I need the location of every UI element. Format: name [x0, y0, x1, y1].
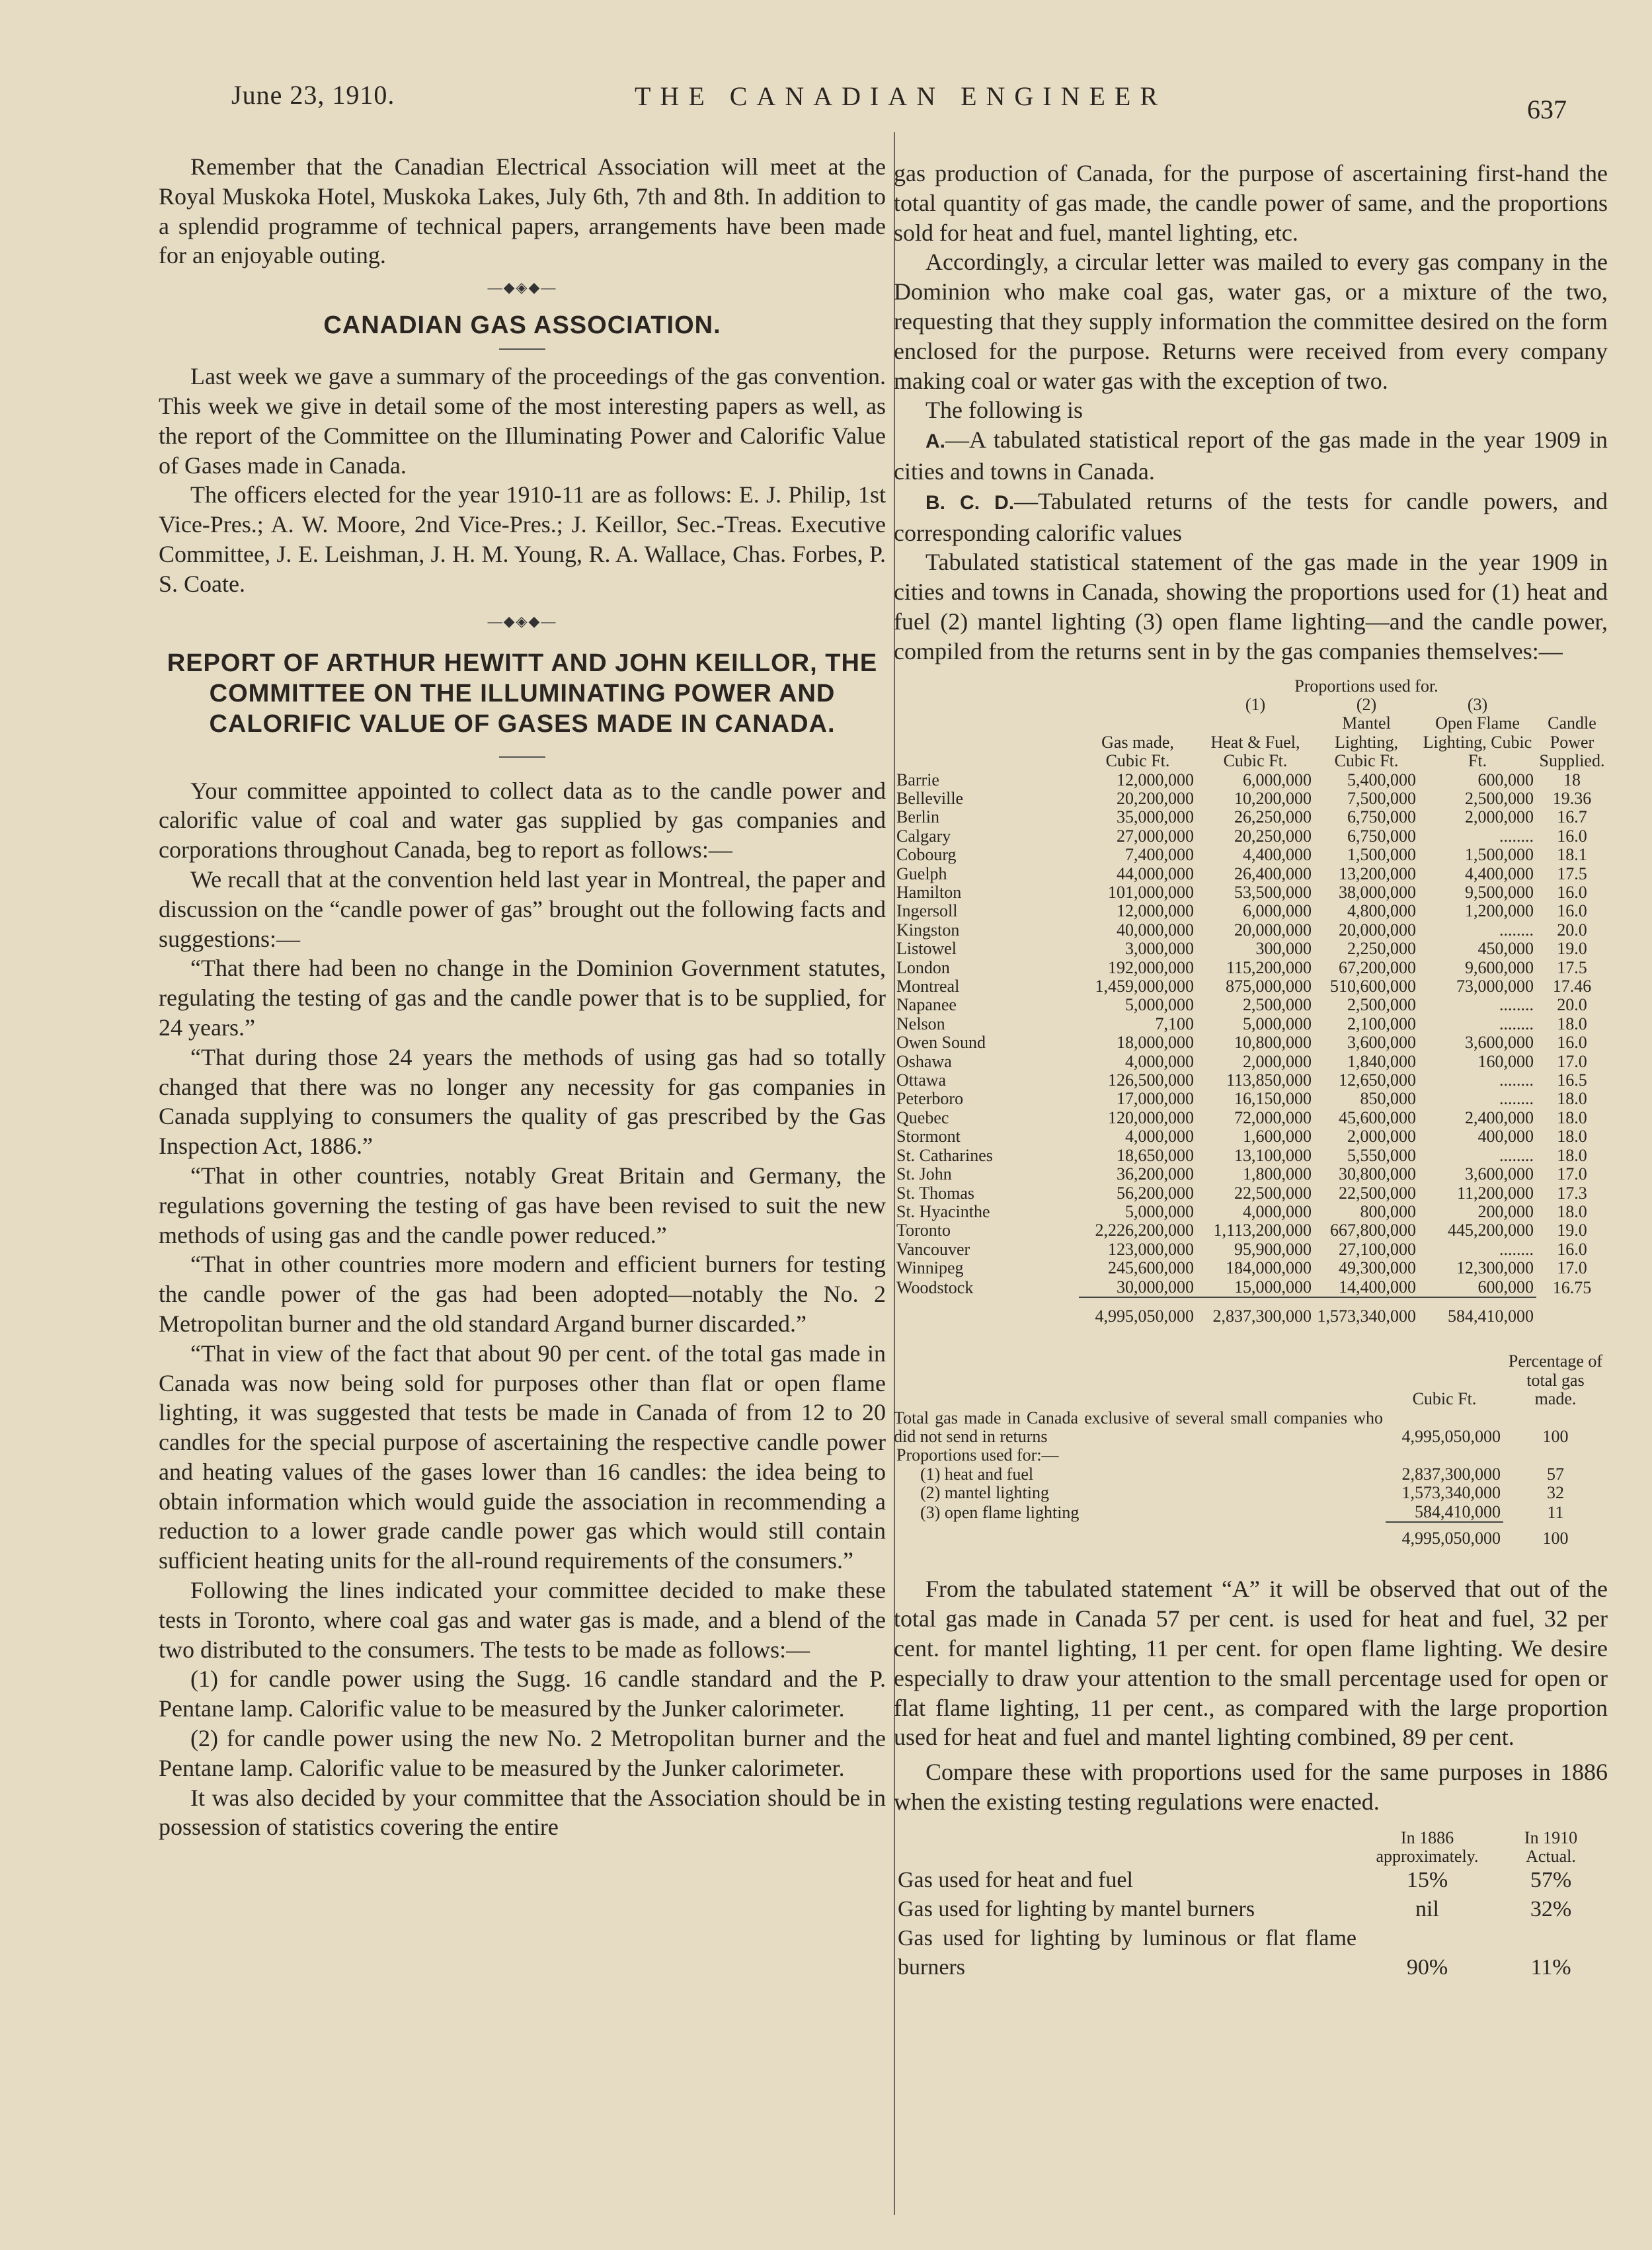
table-row [894, 789, 1608, 808]
summary-item-cf: 584,410,000 [1415, 1502, 1501, 1521]
value-1910: 11% [1530, 1954, 1571, 1980]
city-name: Berlin [896, 807, 939, 827]
mantel-value: 20,000,000 [1339, 920, 1416, 940]
candle-power-value: 19.0 [1557, 939, 1587, 959]
open-flame-value: ........ [1499, 995, 1534, 1015]
summary-item-row [894, 1465, 1608, 1484]
total-gas-made: 4,995,050,000 [1079, 1297, 1197, 1326]
summary-proportions-label: Proportions used for:— [896, 1445, 1059, 1465]
gas-made-value: 245,600,000 [1108, 1258, 1194, 1278]
candle-power-value: 18.1 [1557, 845, 1587, 865]
mantel-value: 67,200,000 [1339, 957, 1416, 977]
city-name: Montreal [896, 977, 960, 996]
summary-item-label: (1) heat and fuel [920, 1464, 1034, 1484]
mantel-col-number: (2) [1356, 694, 1377, 714]
mantel-value: 667,800,000 [1330, 1221, 1416, 1240]
heat-fuel-value: 13,100,000 [1234, 1145, 1312, 1165]
summary-grand-row [894, 1522, 1608, 1548]
heat-fuel-value: 22,500,000 [1234, 1183, 1312, 1203]
report-paragraph-1: Your committee appointed to collect data as to the candle power and calorific value of coal and water gas supplied by gas companies and corporations throughout Canada, beg to report as follows:— [159, 777, 886, 864]
mantel-header: Mantel Lighting, Cubic Ft. [1334, 713, 1399, 771]
city-name: Ottawa [896, 1070, 947, 1090]
open-flame-value: 400,000 [1477, 1127, 1534, 1146]
heat-fuel-value: 4,000,000 [1243, 1201, 1312, 1221]
heat-fuel-value: 184,000,000 [1226, 1258, 1312, 1278]
quote-paragraph-5: “That in view of the fact that about 90 per cent. of the total gas made in Canada was now being sold for purposes other than flat or open flame lighting, it was suggested that tests be made in Canada of from 12 to 20 candles for the special purpose of ascertaining the respective candle power and heating values of the gases lower than 16 candles: the idea being to obtain information which would guide the association in recommending a reduction to a lower grade candle power gas which would still contain sufficient heating units for the all-round requirements of the consumers.” [159, 1340, 886, 1574]
table-row [894, 1221, 1608, 1240]
summary-grand-pct: 100 [1542, 1529, 1569, 1548]
item-bcd [894, 487, 1608, 548]
gas-paragraph-2: The officers elected for the year 1910-11 are as follows: E. J. Philip, 1st Vice-Pres.; A. W. Moore, 2nd Vice-Pres.; J. Keillor, Sec.-Treas. Executive Committee, J. E. Leishman, J. H. M. Young, R. A. Wallace, Chas. Forbes, P. S. Coate. [159, 481, 886, 597]
value-1910: 32% [1530, 1896, 1572, 1921]
candle-power-value: 18.0 [1557, 1089, 1587, 1109]
mantel-value: 14,400,000 [1339, 1277, 1416, 1297]
quote-paragraph-2: “That during those 24 years the methods of using gas had so totally changed that there was no longer any necessity for gas companies in Canada supplying to consumers the quality of gas prescribed by the Gas Inspection Act, 1886.” [159, 1043, 886, 1160]
summary-item-pct: 32 [1547, 1483, 1564, 1503]
city-name: Owen Sound [896, 1033, 986, 1053]
gas-made-value: 17,000,000 [1117, 1089, 1194, 1109]
quote-paragraph-3: “That in other countries, notably Great Britain and Germany, the regulations governing the testing of gas have been revised to suit the new methods of using gas and the candle power reduced.” [159, 1162, 886, 1248]
table-row [894, 827, 1608, 846]
gas-made-value: 126,500,000 [1108, 1070, 1194, 1090]
candle-power-value: 18.0 [1557, 1014, 1587, 1033]
city-name: Quebec [896, 1107, 949, 1127]
gas-paragraph-1: Last week we gave a summary of the proceedings of the gas convention. This week we give in detail some of the most interesting papers as well, as the report of the Committee on the Illuminating Power and Calorific Value of Gases made in Canada. [159, 363, 886, 479]
gas-made-value: 44,000,000 [1117, 864, 1194, 883]
announcement-paragraph: Remember that the Canadian Electrical Association will meet at the Royal Muskoka Hotel, Muskoka Lakes, July 6th, 7th and 8th. In addition to a splendid programme of technical papers, arrangements have been made for an enjoyable outing. [159, 153, 886, 269]
table-row [894, 977, 1608, 996]
value-1886: nil [1415, 1896, 1439, 1921]
table-header-row [894, 714, 1608, 770]
table-row [894, 1053, 1608, 1071]
open-flame-value: 1,500,000 [1465, 845, 1534, 865]
summary-header-row [894, 1352, 1608, 1408]
mantel-value: 22,500,000 [1339, 1183, 1416, 1203]
mantel-value: 800,000 [1360, 1201, 1416, 1221]
mantel-value: 5,550,000 [1347, 1145, 1416, 1165]
summary-item-cf: 2,837,300,000 [1401, 1464, 1501, 1484]
gas-made-value: 56,200,000 [1117, 1183, 1194, 1203]
comparison-label: Gas used for lighting by luminous or flat flame burners [898, 1925, 1357, 1980]
city-name: Listowel [896, 939, 957, 959]
summary-proportions-row [894, 1446, 1608, 1465]
heat-fuel-value: 1,600,000 [1243, 1127, 1312, 1146]
gas-made-value: 123,000,000 [1108, 1239, 1194, 1259]
heat-fuel-value: 875,000,000 [1226, 977, 1312, 996]
table-row [894, 1203, 1608, 1221]
candle-power-value: 16.75 [1552, 1277, 1592, 1297]
heat-fuel-value: 115,200,000 [1226, 957, 1312, 977]
open-flame-value: ........ [1499, 1145, 1534, 1165]
table-row [894, 808, 1608, 826]
gas-made-value: 20,200,000 [1117, 788, 1194, 808]
candle-power-value: 17.0 [1557, 1164, 1587, 1184]
candle-power-value: 16.5 [1557, 1070, 1587, 1090]
open-flame-value: 12,300,000 [1456, 1258, 1534, 1278]
candle-power-value: 20.0 [1557, 995, 1587, 1015]
open-flame-value: 1,200,000 [1465, 901, 1534, 921]
city-name: Kingston [896, 920, 960, 940]
test-item-2: (2) for candle power using the new No. 2 Metropolitan burner and the Pentane lamp. Calorific value to be measured by the Junker calorimeter. [159, 1725, 886, 1781]
mantel-value: 6,750,000 [1347, 807, 1416, 827]
open-flame-value: 4,400,000 [1465, 864, 1534, 883]
candle-power-value: 17.5 [1557, 864, 1587, 883]
gas-made-value: 18,000,000 [1117, 1033, 1194, 1053]
short-rule [499, 348, 545, 350]
summary-grand-cf: 4,995,050,000 [1386, 1522, 1503, 1548]
open-flame-value: 600,000 [1477, 770, 1534, 789]
ornament-divider: —◆◈◆— [487, 279, 557, 296]
city-name: Stormont [896, 1127, 961, 1146]
table-row [894, 1278, 1608, 1297]
open-flame-value: ........ [1499, 920, 1534, 940]
city-name: St. Catharines [896, 1145, 993, 1165]
city-name: Cobourg [896, 845, 957, 865]
proportions-header: Proportions used for. [1294, 676, 1438, 696]
table-row [894, 1090, 1608, 1108]
summary-item-row [894, 1484, 1608, 1502]
gas-made-value: 12,000,000 [1117, 770, 1194, 789]
open-col-number: (3) [1467, 694, 1488, 714]
candle-power-value: 18 [1563, 770, 1581, 789]
city-name: Oshawa [896, 1051, 952, 1071]
running-head [231, 79, 1567, 126]
accordingly-paragraph: Accordingly, a circular letter was mailed to every gas company in the Dominion who make coal gas, water gas, or a mixture of the two, requesting that they supply information the committee desired on the form enclosed for the purpose. Returns were received from every company making coal or water gas with the exception of two. [894, 249, 1608, 394]
gas-made-value: 7,100 [1155, 1014, 1194, 1033]
table-row [894, 1109, 1608, 1127]
open-flame-value: 2,000,000 [1465, 807, 1534, 827]
value-1886: 90% [1406, 1954, 1448, 1980]
heat-fuel-value: 5,000,000 [1243, 1014, 1312, 1033]
summary-pct-header: Percentage of total gas made. [1508, 1351, 1603, 1409]
table-row [894, 1146, 1608, 1165]
ornament-divider-2: —◆◈◆— [487, 612, 557, 629]
test-item-1: (1) for candle power using the Sugg. 16 candle standard and the P. Pentane lamp. Calorific value to be measured by the Junker calorimeter. [159, 1666, 886, 1722]
candle-power-value: 17.0 [1557, 1258, 1587, 1278]
summary-item-pct: 11 [1547, 1502, 1564, 1522]
comparison-table [894, 1829, 1608, 1982]
heat-fuel-value: 10,800,000 [1234, 1033, 1312, 1053]
mantel-value: 2,500,000 [1347, 995, 1416, 1015]
report-paragraph-3: Following the lines indicated your committee decided to make these tests in Toronto, where coal gas and water gas is made, and a blend of the two distributed to the consumers. The tests to be made as follows:— [159, 1577, 886, 1663]
report-paragraph-2: We recall that at the convention held last year in Montreal, the paper and discussion on the “candle power of gas” brought out the following facts and suggestions:— [159, 865, 886, 952]
left-column [159, 152, 886, 1842]
table-row [894, 1033, 1608, 1052]
heat-fuel-header: Heat & Fuel, Cubic Ft. [1210, 732, 1300, 771]
open-flame-value: 2,500,000 [1465, 788, 1534, 808]
right-column [894, 159, 1608, 1982]
quote-paragraph-1: “That there had been no change in the Dominion Government statutes, regulating the testing of gas and the candle power that is to be supplied, for 24 years.” [159, 955, 886, 1041]
mantel-value: 4,800,000 [1347, 901, 1416, 921]
journal-title: THE CANADIAN ENGINEER [635, 81, 1167, 111]
total-mantel: 1,573,340,000 [1314, 1297, 1419, 1326]
gas-made-value: 120,000,000 [1108, 1107, 1194, 1127]
gas-made-value: 3,000,000 [1125, 939, 1194, 959]
candle-power-value: 16.7 [1557, 807, 1587, 827]
mantel-value: 7,500,000 [1347, 788, 1416, 808]
continued-paragraph: gas production of Canada, for the purpose of ascertaining first-hand the total quantity of gas made, the candle power of same, and the proportions sold for heat and fuel, mantel lighting, etc. [894, 160, 1608, 246]
open-flame-value: 600,000 [1477, 1277, 1534, 1297]
candle-power-value: 18.0 [1557, 1201, 1587, 1221]
section-heading-gas-association: CANADIAN GAS ASSOCIATION. [323, 311, 721, 340]
city-name: Vancouver [896, 1239, 970, 1259]
table-row [894, 883, 1608, 902]
city-name: Guelph [896, 864, 947, 883]
open-flame-header: Open Flame Lighting, Cubic Ft. [1423, 713, 1532, 771]
heat-fuel-value: 300,000 [1255, 939, 1312, 959]
open-flame-value: 9,500,000 [1465, 883, 1534, 903]
mantel-value: 49,300,000 [1339, 1258, 1416, 1278]
city-name: St. Thomas [896, 1183, 974, 1203]
city-name: Peterboro [896, 1089, 964, 1109]
item-bcd-label: B. C. D. [925, 491, 1015, 514]
city-name: Nelson [896, 1014, 945, 1033]
table-row [894, 1259, 1608, 1277]
city-name: Woodstock [896, 1277, 974, 1297]
candle-power-value: 16.0 [1557, 1239, 1587, 1259]
table-row [894, 902, 1608, 920]
mantel-value: 27,100,000 [1339, 1239, 1416, 1259]
summary-table [894, 1352, 1608, 1548]
page-number: 637 [1527, 95, 1567, 124]
heat-fuel-value: 15,000,000 [1234, 1277, 1312, 1297]
tabulated-paragraph: Tabulated statistical statement of the gas made in the year 1909 in cities and towns in Canada, showing the proportions used for (1) heat and fuel (2) mantel lighting (3) open flame lighting—and the candle power, compiled from the returns sent in by the gas companies themselves:— [894, 549, 1608, 664]
heat-fuel-value: 4,400,000 [1243, 845, 1312, 865]
open-flame-value: 3,600,000 [1465, 1164, 1534, 1184]
table-row [894, 1184, 1608, 1203]
candle-power-header: Candle Power Supplied. [1539, 713, 1605, 771]
mantel-value: 38,000,000 [1339, 883, 1416, 903]
summary-total-pct: 100 [1542, 1426, 1569, 1446]
table-row [894, 940, 1608, 958]
gas-made-value: 30,000,000 [1117, 1277, 1194, 1297]
table-row [894, 865, 1608, 883]
heat-fuel-value: 95,900,000 [1234, 1239, 1312, 1259]
open-flame-value: ........ [1499, 1239, 1534, 1259]
candle-power-value: 20.0 [1557, 920, 1587, 940]
mantel-value: 12,650,000 [1339, 1070, 1416, 1090]
candle-power-value: 16.0 [1557, 901, 1587, 921]
table-row [894, 1071, 1608, 1090]
heat-fuel-value: 26,250,000 [1234, 807, 1312, 827]
header-1910: In 1910 Actual. [1524, 1828, 1578, 1866]
heat-fuel-value: 6,000,000 [1243, 770, 1312, 789]
open-flame-value: 9,600,000 [1465, 957, 1534, 977]
gas-made-header: Gas made, Cubic Ft. [1101, 732, 1174, 771]
summary-item-cf: 1,573,340,000 [1401, 1483, 1501, 1503]
mantel-value: 2,000,000 [1347, 1127, 1416, 1146]
mantel-value: 45,600,000 [1339, 1107, 1416, 1127]
quote-paragraph-4: “That in other countries more modern and efficient burners for testing the candle power of the gas had been adopted—notably the No. 2 Metropolitan burner and the old standard Argand burner discarded.” [159, 1251, 886, 1337]
value-1910: 57% [1530, 1867, 1572, 1892]
open-flame-value: ........ [1499, 1014, 1534, 1033]
comparison-label: Gas used for heat and fuel [898, 1867, 1133, 1892]
value-1886: 15% [1406, 1867, 1448, 1892]
candle-power-value: 16.0 [1557, 826, 1587, 846]
summary-item-row [894, 1503, 1608, 1522]
open-flame-value: 3,600,000 [1465, 1033, 1534, 1053]
gas-made-value: 12,000,000 [1117, 901, 1194, 921]
open-flame-value: 445,200,000 [1448, 1221, 1534, 1240]
city-name: Barrie [896, 770, 939, 789]
table-row [894, 921, 1608, 940]
heat-fuel-value: 26,400,000 [1234, 864, 1312, 883]
open-flame-value: 160,000 [1477, 1051, 1534, 1071]
mantel-value: 1,840,000 [1347, 1051, 1416, 1071]
heat-fuel-value: 2,000,000 [1243, 1051, 1312, 1071]
candle-power-value: 17.3 [1557, 1183, 1587, 1203]
city-name: Napanee [896, 995, 957, 1015]
gas-made-value: 7,400,000 [1125, 845, 1194, 865]
gas-made-value: 35,000,000 [1117, 807, 1194, 827]
city-name: Calgary [896, 826, 951, 846]
mantel-value: 510,600,000 [1330, 977, 1416, 996]
open-flame-value: 11,200,000 [1456, 1183, 1534, 1203]
item-a-text: —A tabulated statistical report of the gas made in the year 1909 in cities and towns in Canada. [894, 426, 1608, 485]
heat-fuel-value: 20,250,000 [1234, 826, 1312, 846]
header-1886: In 1886 approximately. [1376, 1828, 1479, 1866]
candle-power-value: 17.0 [1557, 1051, 1587, 1071]
heat-fuel-value: 1,113,200,000 [1213, 1221, 1312, 1240]
summary-item-label: (3) open flame lighting [920, 1502, 1080, 1522]
item-a [894, 425, 1608, 487]
mantel-value: 5,400,000 [1347, 770, 1416, 789]
heat-fuel-value: 10,200,000 [1234, 788, 1312, 808]
open-flame-value: ........ [1499, 1070, 1534, 1090]
gas-made-value: 40,000,000 [1117, 920, 1194, 940]
city-name: Hamilton [896, 883, 962, 903]
table-row [894, 771, 1608, 789]
mantel-value: 2,250,000 [1347, 939, 1416, 959]
gas-made-value: 18,650,000 [1117, 1145, 1194, 1165]
gas-made-value: 5,000,000 [1125, 1201, 1194, 1221]
observation-paragraph: From the tabulated statement “A” it will be observed that out of the total gas made in Canada 57 per cent. is used for heat and fuel, 32 per cent. for mantel lighting, 11 per cent. for open flame lighting. We desire especially to draw your attention to the small percentage used for open or flat flame lighting, 11 per cent., as compared with the large proportion used for heat and fuel and mantel lighting combined, 89 per cent. [894, 1576, 1608, 1751]
gas-made-value: 192,000,000 [1108, 957, 1194, 977]
mantel-value: 6,750,000 [1347, 826, 1416, 846]
comparison-row [894, 1895, 1608, 1924]
mantel-value: 2,100,000 [1347, 1014, 1416, 1033]
summary-total-label: Total gas made in Canada exclusive of several small companies who did not send in returns [894, 1408, 1383, 1446]
summary-item-pct: 57 [1547, 1464, 1564, 1484]
candle-power-value: 19.0 [1557, 1221, 1587, 1240]
city-name: St. Hyacinthe [896, 1201, 990, 1221]
mantel-value: 30,800,000 [1339, 1164, 1416, 1184]
comparison-row [894, 1924, 1608, 1982]
candle-power-value: 18.0 [1557, 1127, 1587, 1146]
summary-total-cf: 4,995,050,000 [1401, 1426, 1501, 1446]
table-row [894, 959, 1608, 977]
heat-fuel-value: 72,000,000 [1234, 1107, 1312, 1127]
candle-power-value: 16.0 [1557, 1033, 1587, 1053]
table-totals-row [894, 1297, 1608, 1326]
candle-power-value: 17.46 [1552, 977, 1592, 996]
total-heat-fuel: 2,837,300,000 [1197, 1297, 1314, 1326]
comparison-header-row [894, 1829, 1608, 1866]
heat-fuel-value: 16,150,000 [1234, 1089, 1312, 1109]
city-name: London [896, 957, 950, 977]
summary-cf-header: Cubic Ft. [1412, 1389, 1477, 1409]
short-rule-2 [499, 756, 545, 758]
city-name: Toronto [896, 1221, 951, 1240]
gas-made-value: 5,000,000 [1125, 995, 1194, 1015]
table-row [894, 1015, 1608, 1033]
candle-power-value: 16.0 [1557, 883, 1587, 903]
heat-col-number: (1) [1245, 694, 1266, 714]
compare-paragraph: Compare these with proportions used for the same purposes in 1886 when the existing testing regulations were enacted. [894, 1759, 1608, 1815]
city-name: Belleville [896, 788, 964, 808]
item-a-label: A. [925, 430, 945, 453]
report-heading: REPORT OF ARTHUR HEWITT AND JOHN KEILLOR, THE COMMITTEE ON THE ILLUMINATING POWER AND CALORIFIC VALUE OF GASES MADE IN CANADA. [167, 649, 878, 738]
open-flame-value: 200,000 [1477, 1201, 1534, 1221]
table-number-header-row [894, 696, 1608, 714]
comparison-row [894, 1866, 1608, 1895]
candle-power-value: 19.36 [1552, 788, 1592, 808]
table-row [894, 1165, 1608, 1184]
open-flame-value: 450,000 [1477, 939, 1534, 959]
report-paragraph-4: It was also decided by your committee that the Association should be in possession of statistics covering the entire [159, 1784, 886, 1841]
city-name: Winnipeg [896, 1258, 964, 1278]
following-line: The following is [925, 397, 1083, 424]
heat-fuel-value: 2,500,000 [1243, 995, 1312, 1015]
mantel-value: 1,500,000 [1347, 845, 1416, 865]
mantel-value: 850,000 [1360, 1089, 1416, 1109]
gas-made-value: 4,000,000 [1125, 1051, 1194, 1071]
open-flame-value: ........ [1499, 826, 1534, 846]
city-name: St. John [896, 1164, 952, 1184]
summary-total-row [894, 1409, 1608, 1447]
mantel-value: 13,200,000 [1339, 864, 1416, 883]
table-row [894, 1240, 1608, 1259]
table-row [894, 846, 1608, 864]
gas-statistics-table [894, 677, 1608, 1326]
gas-made-value: 2,226,200,000 [1095, 1221, 1194, 1240]
heat-fuel-value: 113,850,000 [1226, 1070, 1312, 1090]
open-flame-value: 73,000,000 [1456, 977, 1534, 996]
heat-fuel-value: 1,800,000 [1243, 1164, 1312, 1184]
heat-fuel-value: 53,500,000 [1234, 883, 1312, 903]
open-flame-value: 2,400,000 [1465, 1107, 1534, 1127]
candle-power-value: 17.5 [1557, 957, 1587, 977]
item-bcd-text: —Tabulated returns of the tests for candle powers, and corresponding calorific values [894, 487, 1608, 546]
mantel-value: 3,600,000 [1347, 1033, 1416, 1053]
candle-power-value: 18.0 [1557, 1107, 1587, 1127]
open-flame-value: ........ [1499, 1089, 1534, 1109]
candle-power-value: 18.0 [1557, 1145, 1587, 1165]
gas-made-value: 101,000,000 [1108, 883, 1194, 903]
gas-made-value: 4,000,000 [1125, 1127, 1194, 1146]
table-row [894, 996, 1608, 1014]
gas-made-value: 36,200,000 [1117, 1164, 1194, 1184]
comparison-label: Gas used for lighting by mantel burners [898, 1896, 1255, 1921]
table-group-header-row [894, 677, 1608, 696]
heat-fuel-value: 20,000,000 [1234, 920, 1312, 940]
heat-fuel-value: 6,000,000 [1243, 901, 1312, 921]
gas-made-value: 1,459,000,000 [1095, 977, 1194, 996]
table-row [894, 1127, 1608, 1146]
total-open-flame: 584,410,000 [1419, 1297, 1536, 1326]
gas-made-value: 27,000,000 [1117, 826, 1194, 846]
city-name: Ingersoll [896, 901, 958, 921]
issue-date: June 23, 1910. [231, 80, 395, 110]
summary-item-label: (2) mantel lighting [920, 1483, 1049, 1503]
